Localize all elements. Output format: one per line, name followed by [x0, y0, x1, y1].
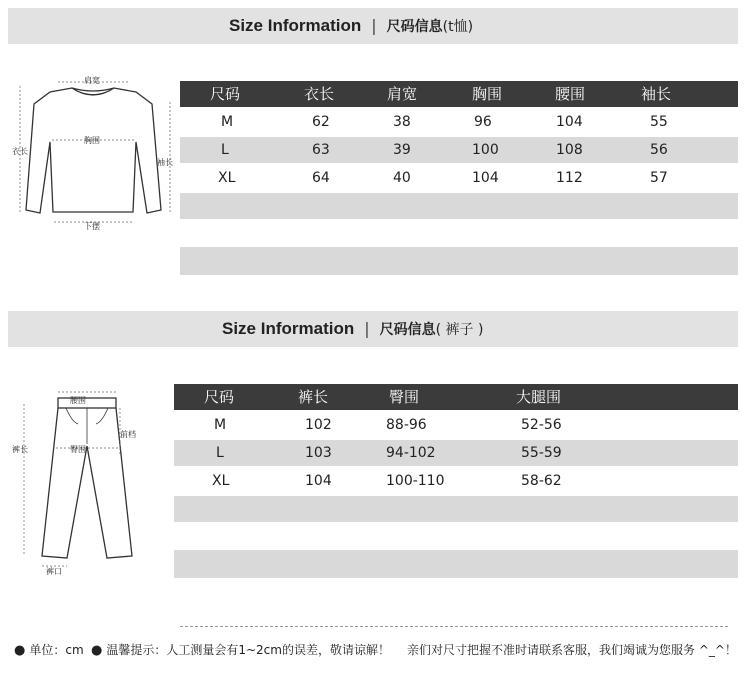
table-cell: 100 — [472, 142, 499, 158]
table-row — [180, 137, 738, 163]
table-cell: XL — [212, 473, 230, 489]
table-cell: 64 — [312, 170, 330, 186]
table-row-empty — [174, 524, 738, 550]
table-cell: 38 — [393, 114, 411, 130]
footer-service: 亲们对尺寸把握不准时请联系客服，我们竭诚为您服务 ^_^！ — [407, 643, 737, 657]
title-en: Size Information — [222, 319, 355, 338]
label-chest: 胸围 — [84, 136, 100, 145]
table-cell: 39 — [393, 142, 411, 158]
tshirt-section-title — [229, 8, 473, 44]
bullet-icon: ● — [14, 643, 26, 658]
label-hem: 下摆 — [84, 222, 100, 231]
table-cell: 56 — [650, 142, 668, 158]
label-shoulder: 肩宽 — [84, 76, 100, 85]
table-cell: 88-96 — [386, 417, 427, 433]
table-cell: 57 — [650, 170, 668, 186]
label-length: 衣长 — [12, 147, 28, 156]
label-hip: 臀围 — [70, 445, 86, 454]
pants-header-band — [8, 311, 738, 347]
tshirt-header-band — [8, 8, 738, 44]
table-cell: 55-59 — [521, 445, 562, 461]
table-row — [180, 109, 738, 135]
table-cell: 103 — [305, 445, 332, 461]
table-cell: 55 — [650, 114, 668, 130]
table-row — [174, 440, 738, 466]
table-cell: 104 — [556, 114, 583, 130]
unit-text: 单位：cm — [29, 643, 84, 657]
table-cell: 100-110 — [386, 473, 445, 489]
header-cell: 臀围 — [389, 388, 420, 406]
header-cell: 衣长 — [304, 85, 335, 103]
table-cell: 108 — [556, 142, 583, 158]
label-leg-opening: 裤口 — [46, 567, 62, 576]
label-waist: 腰围 — [70, 396, 86, 405]
table-cell: 102 — [305, 417, 332, 433]
table-row-empty — [174, 496, 738, 522]
table-cell: 58-62 — [521, 473, 562, 489]
title-cn: 尺码信息( 裤子 ) — [379, 322, 484, 338]
table-cell: L — [216, 445, 224, 461]
pants-size-table — [174, 384, 738, 578]
table-cell: 62 — [312, 114, 330, 130]
table-row — [180, 165, 738, 191]
footer-divider — [180, 626, 728, 627]
table-row-empty — [180, 221, 738, 247]
header-cell: 肩宽 — [387, 85, 418, 103]
table-header-row — [180, 81, 738, 107]
tshirt-size-table — [180, 81, 738, 275]
label-front-rise: 前档 — [120, 430, 136, 439]
table-cell: XL — [218, 170, 236, 186]
table-row — [174, 412, 738, 438]
tshirt-diagram — [12, 72, 177, 232]
title-en: Size Information — [229, 16, 362, 35]
table-row-empty — [174, 550, 738, 578]
header-cell: 胸围 — [472, 85, 503, 103]
table-row — [174, 468, 738, 494]
label-pants-length: 裤长 — [12, 445, 28, 454]
table-cell: 63 — [312, 142, 330, 158]
label-sleeve: 袖长 — [157, 158, 173, 167]
table-cell: M — [221, 114, 234, 130]
table-cell: 112 — [556, 170, 583, 186]
header-cell: 大腿围 — [516, 388, 562, 406]
header-cell: 裤长 — [298, 388, 329, 406]
header-cell: 尺码 — [204, 388, 235, 406]
table-cell: 104 — [305, 473, 332, 489]
table-cell: L — [221, 142, 229, 158]
footer-unit — [14, 640, 84, 660]
tip-text: 人工测量会有1~2cm的误差，敬请谅解！ — [166, 643, 390, 657]
table-row-empty — [180, 193, 738, 219]
title-cn: 尺码信息(t恤) — [386, 19, 474, 35]
footer-tip — [91, 640, 390, 660]
tip-label: 温馨提示： — [106, 643, 167, 657]
pants-section-title — [222, 311, 483, 347]
table-header-row — [174, 384, 738, 410]
title-separator: | — [364, 319, 370, 338]
bullet-icon: ● — [91, 643, 103, 658]
table-cell: 94-102 — [386, 445, 436, 461]
table-cell: 40 — [393, 170, 411, 186]
table-cell: 104 — [472, 170, 499, 186]
table-cell: 96 — [474, 114, 492, 130]
header-cell: 尺码 — [210, 85, 241, 103]
table-row-empty — [180, 247, 738, 275]
pants-diagram — [12, 386, 157, 581]
header-cell: 袖长 — [641, 85, 672, 103]
table-cell: 52-56 — [521, 417, 562, 433]
header-cell: 腰围 — [555, 85, 586, 103]
table-cell: M — [214, 417, 227, 433]
title-separator: | — [371, 16, 377, 35]
